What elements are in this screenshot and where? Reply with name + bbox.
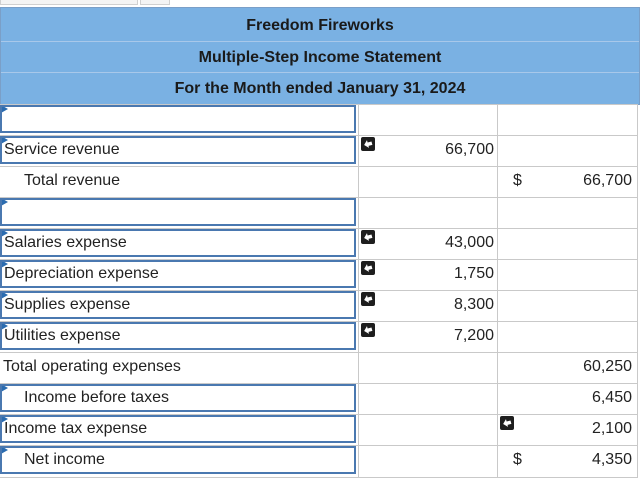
total-revenue-currency: $ xyxy=(513,172,522,189)
salaries-expense-label: Salaries expense xyxy=(4,234,127,251)
line-item-input-blank[interactable] xyxy=(0,105,356,133)
line-item-input-income-before-taxes[interactable] xyxy=(0,384,356,412)
service-revenue-label: Service revenue xyxy=(4,141,120,158)
tab-stub xyxy=(140,0,170,5)
statement-grid xyxy=(0,104,638,478)
utilities-expense-label: Utilities expense xyxy=(4,327,121,344)
line-item-input-net-income[interactable] xyxy=(0,446,356,474)
supplies-expense-amount: 8,300 xyxy=(453,296,494,313)
supplies-expense-label: Supplies expense xyxy=(4,296,131,313)
depreciation-expense-amount: 1,750 xyxy=(453,265,494,282)
income-before-taxes-amount: 6,450 xyxy=(591,389,632,406)
statement-period: For the Month ended January 31, 2024 xyxy=(1,72,639,104)
total-operating-expenses-amount: 60,250 xyxy=(583,358,632,375)
total-operating-expenses-label: Total operating expenses xyxy=(3,358,181,375)
statement-header xyxy=(0,7,640,105)
income-before-taxes-label: Income before taxes xyxy=(24,389,169,406)
line-item-input-blank[interactable] xyxy=(0,198,356,226)
total-revenue-amount: 66,700 xyxy=(583,172,632,189)
net-income-currency: $ xyxy=(513,451,522,468)
company-name: Freedom Fireworks xyxy=(246,17,394,34)
tab-stub xyxy=(0,0,138,5)
line-item-input-service-revenue[interactable] xyxy=(0,136,356,164)
salaries-expense-amount: 43,000 xyxy=(445,234,494,251)
net-income-amount: 4,350 xyxy=(591,451,632,468)
line-item-input-salaries-expense[interactable] xyxy=(0,229,356,257)
line-item-input-supplies-expense[interactable] xyxy=(0,291,356,319)
net-income-label: Net income xyxy=(24,451,105,468)
depreciation-expense-label: Depreciation expense xyxy=(4,265,159,282)
line-item-input-depreciation-expense[interactable] xyxy=(0,260,356,288)
total-revenue-label: Total revenue xyxy=(0,167,356,195)
line-item-input-utilities-expense[interactable] xyxy=(0,322,356,350)
service-revenue-amount: 66,700 xyxy=(445,141,494,158)
top-strip xyxy=(0,0,642,6)
statement-title: Multiple-Step Income Statement xyxy=(1,41,639,73)
income-tax-expense-label: Income tax expense xyxy=(4,420,148,437)
utilities-expense-amount: 7,200 xyxy=(453,327,494,344)
income-tax-expense-amount: 2,100 xyxy=(591,420,632,437)
line-item-input-income-tax-expense[interactable] xyxy=(0,415,356,443)
